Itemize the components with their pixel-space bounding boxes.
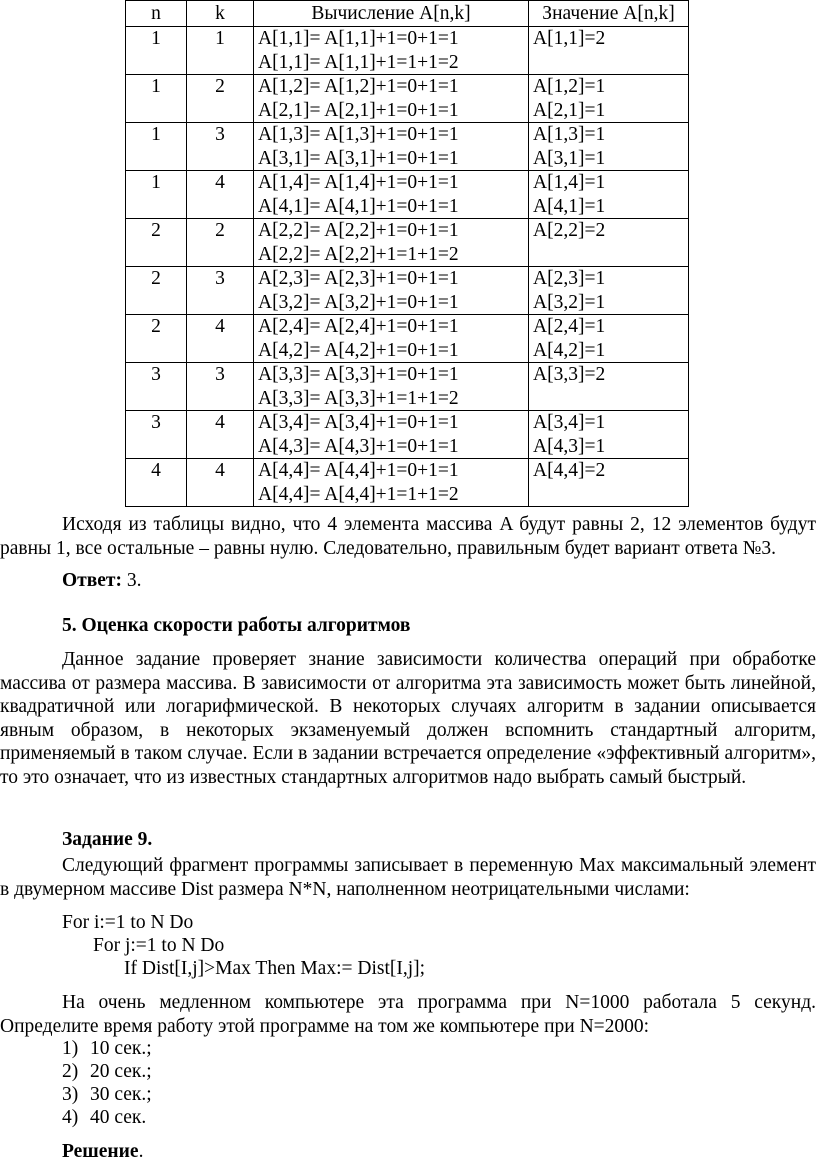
question-paragraph: На очень медленном компьютере эта программа при N=1000 работала 5 секунд. Определите время работу этой программе на том же компьютере при N=2000: [0,992,816,1037]
answer-value: 3. [122,570,142,591]
table-row [126,219,689,267]
cell-calculation [254,267,529,315]
cell-k: 4 [187,171,254,219]
calc-line: A[4,4]= A[4,4]+1=1+1=2 [258,483,459,505]
calc-line: A[1,3]= A[1,3]+1=0+1=1 [258,124,459,145]
solution-tail: . [138,1141,144,1162]
cell-calculation [254,171,529,219]
calc-line: A[2,2]= A[2,2]+1=0+1=1 [258,220,459,241]
cell-n: 1 [126,123,187,171]
cell-calculation [254,459,529,507]
calculation-table [125,0,689,507]
header-n: n [126,1,187,27]
calc-line: A[1,4]= A[1,4]+1=0+1=1 [258,172,459,193]
option-text: 10 сек.; [90,1038,152,1059]
cell-k: 3 [187,123,254,171]
conclusion-paragraph: Исходя из таблицы видно, что 4 элемента массива A будут равны 2, 12 элементов будут равны 1, все остальные – равны нулю. Следовательно, правильным будет вариант ответа №3. [0,514,816,559]
option-item [62,1106,146,1130]
calc-line: A[3,4]= A[3,4]+1=0+1=1 [258,412,459,433]
answer-label: Ответ: [62,570,123,591]
calc-line: A[1,2]= A[1,2]+1=0+1=1 [258,76,459,97]
cell-n: 4 [126,459,187,507]
cell-value [529,27,689,75]
cell-n: 2 [126,315,187,363]
option-text: 40 сек. [90,1107,147,1128]
section-title: 5. Оценка скорости работы алгоритмов [62,615,411,636]
table-row [126,123,689,171]
table-row [126,363,689,411]
option-item [62,1060,152,1084]
option-item [62,1083,152,1107]
calc-line: A[3,3]= A[3,3]+1=0+1=1 [258,364,459,385]
calc-line: A[2,2]= A[2,2]+1=1+1=2 [258,243,459,265]
table-row [126,315,689,363]
table-row [126,411,689,459]
cell-value [529,123,689,171]
cell-calculation [254,75,529,123]
table-row [126,171,689,219]
value-line: A[1,1]=2 [533,28,606,49]
cell-calculation [254,411,529,459]
calc-line: A[3,3]= A[3,3]+1=1+1=2 [258,387,459,409]
cell-value [529,363,689,411]
cell-value [529,459,689,507]
cell-k: 2 [187,219,254,267]
option-text: 20 сек.; [90,1061,152,1082]
cell-k: 1 [187,27,254,75]
value-line: A[4,2]=1 [533,339,606,361]
cell-k: 3 [187,267,254,315]
cell-k: 3 [187,363,254,411]
cell-n: 3 [126,363,187,411]
value-line: A[4,4]=2 [533,460,606,481]
cell-n: 2 [126,267,187,315]
cell-n: 1 [126,27,187,75]
table-row [126,267,689,315]
value-line: A[3,2]=1 [533,291,606,313]
calc-line: A[1,1]= A[1,1]+1=1+1=2 [258,51,459,73]
calc-line: A[2,1]= A[2,1]+1=0+1=1 [258,99,459,121]
value-line: A[4,3]=1 [533,435,606,457]
value-line: A[4,1]=1 [533,195,606,217]
code-line: If Dist[I,j]>Max Then Max:= Dist[I,j]; [124,958,426,979]
header-k: k [187,1,254,27]
value-line: A[2,1]=1 [533,99,606,121]
solution-line [62,1140,143,1164]
value-line: A[3,4]=1 [533,412,606,433]
task-title: Задание 9. [62,829,153,850]
cell-k: 4 [187,459,254,507]
option-number: 1) [62,1038,79,1059]
cell-calculation [254,363,529,411]
header-value: Значение A[n,k] [529,1,689,27]
table-row [126,459,689,507]
value-line: A[1,4]=1 [533,172,606,193]
cell-n: 1 [126,171,187,219]
value-line: A[2,2]=2 [533,220,606,241]
calc-line: A[1,1]= A[1,1]+1=0+1=1 [258,28,459,49]
cell-k: 4 [187,411,254,459]
code-line: For j:=1 to N Do [93,935,225,956]
value-line: A[2,3]=1 [533,268,606,289]
cell-calculation [254,123,529,171]
solution-label: Решение [62,1141,139,1162]
cell-value [529,267,689,315]
value-line: A[2,4]=1 [533,316,606,337]
table-row [126,75,689,123]
answer-line [62,569,142,593]
calc-line: A[2,3]= A[2,3]+1=0+1=1 [258,268,459,289]
cell-value [529,315,689,363]
calc-line: A[4,3]= A[4,3]+1=0+1=1 [258,435,459,457]
value-line: A[3,1]=1 [533,147,606,169]
calc-line: A[4,1]= A[4,1]+1=0+1=1 [258,195,459,217]
cell-k: 2 [187,75,254,123]
calc-line: A[3,2]= A[3,2]+1=0+1=1 [258,291,459,313]
cell-calculation [254,315,529,363]
calc-line: A[4,2]= A[4,2]+1=0+1=1 [258,339,459,361]
calc-line: A[3,1]= A[3,1]+1=0+1=1 [258,147,459,169]
header-calc: Вычисление A[n,k] [254,1,529,27]
cell-value [529,219,689,267]
option-text: 30 сек.; [90,1084,152,1105]
option-number: 3) [62,1084,79,1105]
option-item [62,1037,152,1061]
value-line: A[1,3]=1 [533,124,606,145]
cell-calculation [254,219,529,267]
cell-n: 1 [126,75,187,123]
code-line: For i:=1 to N Do [62,912,194,933]
cell-n: 3 [126,411,187,459]
table-header-row [126,1,689,27]
cell-value [529,171,689,219]
cell-value [529,75,689,123]
cell-value [529,411,689,459]
cell-k: 4 [187,315,254,363]
option-number: 2) [62,1061,79,1082]
cell-n: 2 [126,219,187,267]
table-row [126,27,689,75]
section-paragraph: Данное задание проверяет знание зависимости количества операций при обработке массива от размера массива. В зависимости от алгоритма эта зависимость может быть линейной, квадратичной или логарифмической. В некоторых случаях алгоритм в задании описывается явным образом, в некоторых экзаменуемый должен вспомнить стандартный алгоритм, применяемый в таком случае. Если в задании встречается определение «эффективный алгоритм», то это означает, что из известных стандартных алгоритмов надо выбрать самый быстрый. [0,649,816,788]
option-number: 4) [62,1107,79,1128]
value-line: A[1,2]=1 [533,76,606,97]
calc-line: A[4,4]= A[4,4]+1=0+1=1 [258,460,459,481]
calc-line: A[2,4]= A[2,4]+1=0+1=1 [258,316,459,337]
cell-calculation [254,27,529,75]
value-line: A[3,3]=2 [533,364,606,385]
task-paragraph: Следующий фрагмент программы записывает в переменную Max максимальный элемент в двумерном массиве Dist размера N*N, наполненном неотрицательными числами: [0,855,816,900]
